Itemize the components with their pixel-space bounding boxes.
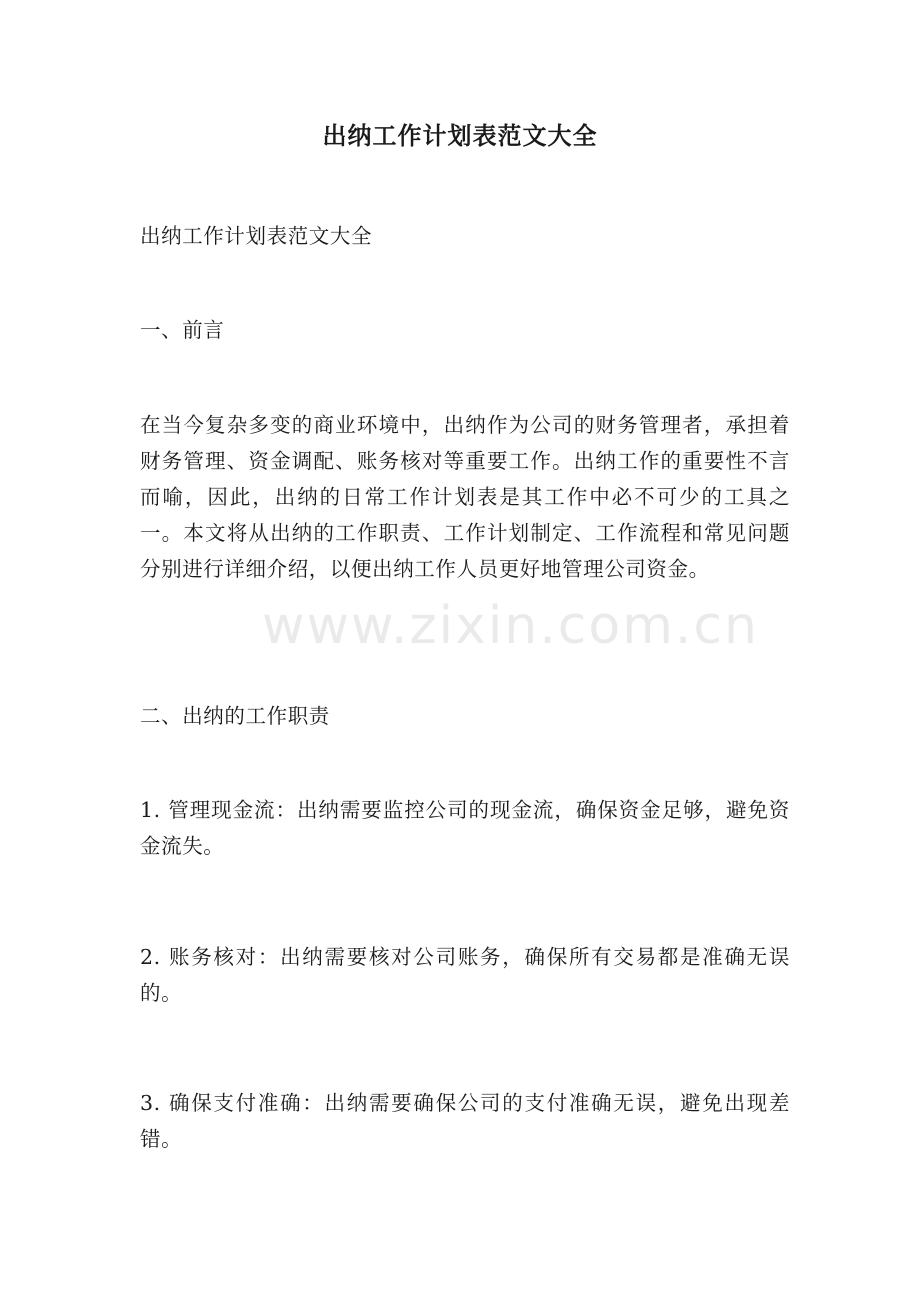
watermark: www.zixin.com.cn [262,596,759,656]
duty-item-3: 3. 确保支付准确：出纳需要确保公司的支付准确无误，避免出现差错。 [140,1091,790,1151]
intro-paragraph: 在当今复杂多变的商业环境中，出纳作为公司的财务管理者，承担着财务管理、资金调配、账务核对等重要工作。出纳工作的重要性不言而喻，因此，出纳的日常工作计划表是其工作中必不可少的工具之一。本文将从出纳的工作职责、工作计划制定、工作流程和常见问题分别进行详细介绍，以便出纳工作人员更好地管理公司资金。 [140,413,790,581]
duty-item-2: 2. 账务核对：出纳需要核对公司账务，确保所有交易都是准确无误的。 [140,945,790,1005]
page-title: 出纳工作计划表范文大全 [322,121,598,150]
duty-item-1: 1. 管理现金流：出纳需要监控公司的现金流，确保资金足够，避免资金流失。 [140,798,790,858]
section-heading-preface: 一、前言 [140,318,225,342]
section-heading-duties: 二、出纳的工作职责 [140,704,330,728]
document-subtitle: 出纳工作计划表范文大全 [140,224,373,248]
